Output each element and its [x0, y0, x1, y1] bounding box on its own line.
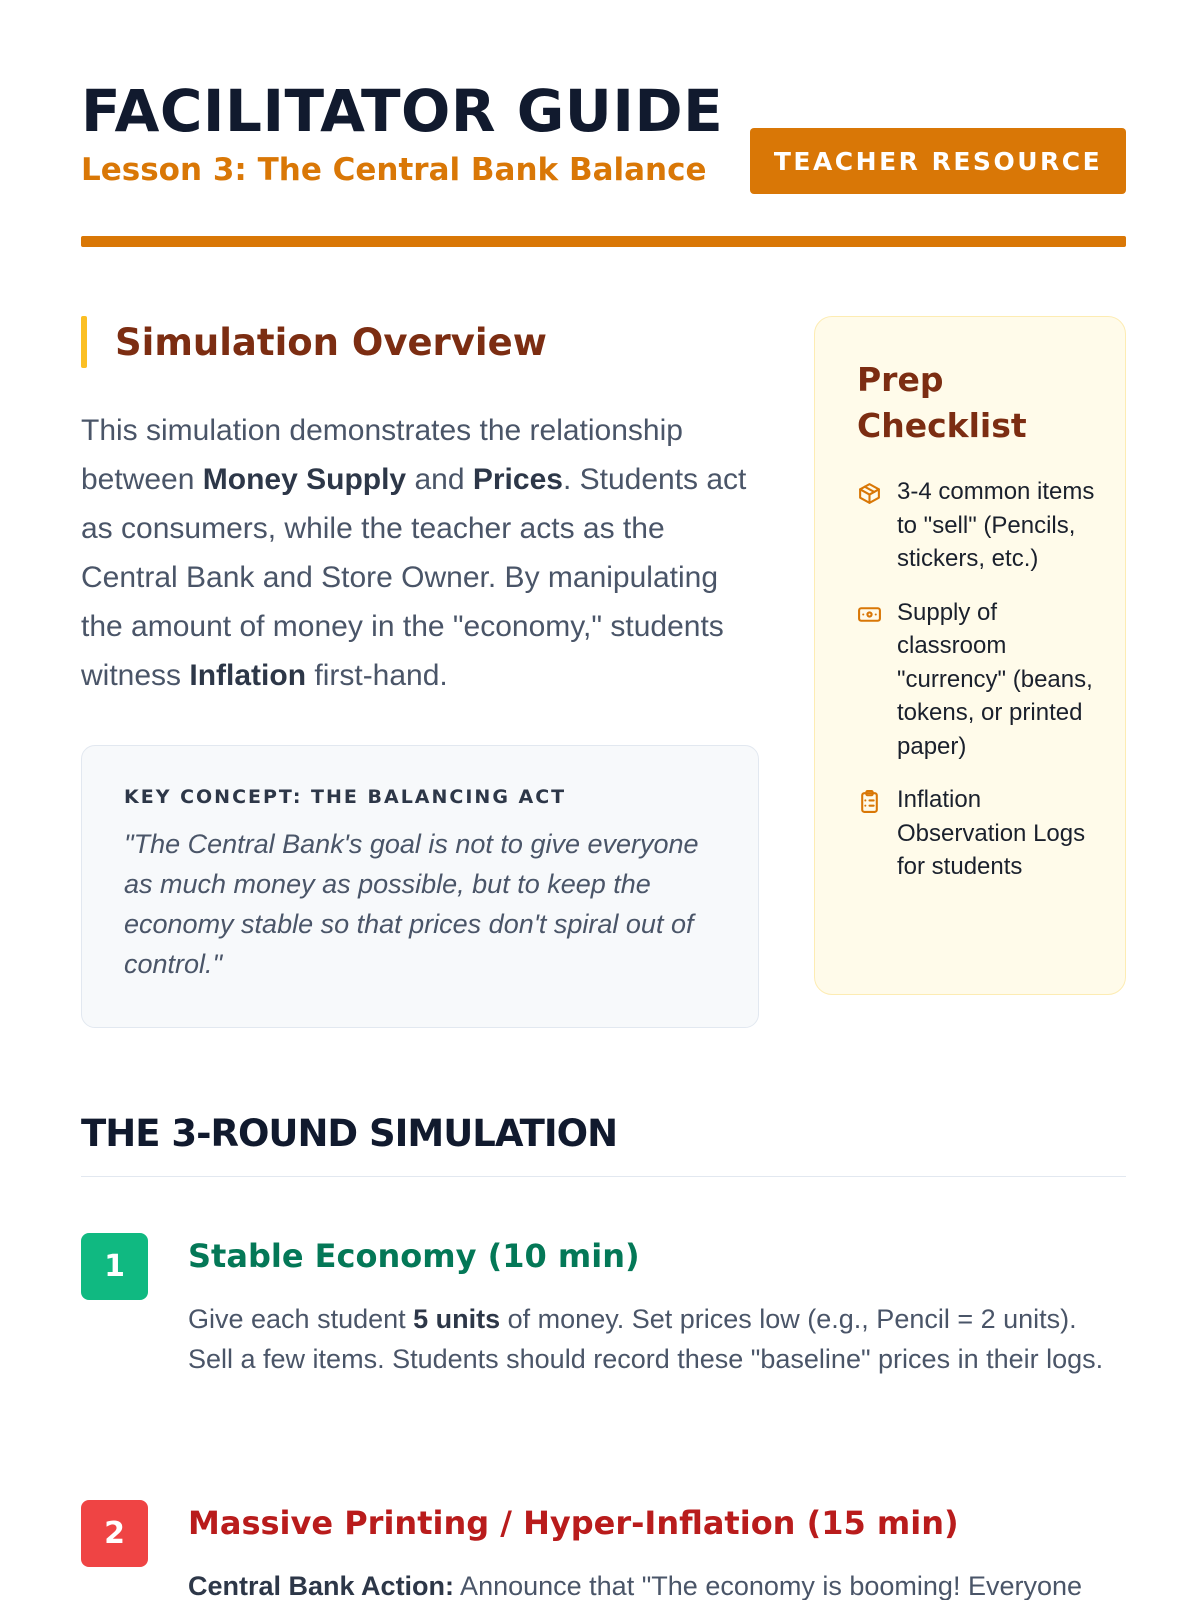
facilitator-guide-page	[81, 0, 1126, 1600]
page-title: FACILITATOR GUIDE	[81, 77, 724, 145]
checklist-item	[857, 783, 1105, 884]
overview-text-4: first-hand.	[306, 659, 448, 692]
overview-heading: Simulation Overview	[81, 316, 758, 368]
overview-text-1: This simulation demonstrates the relationship between	[81, 414, 683, 496]
round-number-badge: 1	[81, 1233, 148, 1300]
overview-body	[81, 406, 758, 700]
banknote-icon	[857, 596, 897, 627]
teacher-resource-badge: TEACHER RESOURCE	[750, 128, 1126, 194]
round-1-text-2: of money. Set prices low (e.g., Pencil = 2 units). Sell a few items. Students should record these "baseline" prices in their logs.	[188, 1304, 1104, 1374]
round-1-text-1: Give each student	[188, 1304, 414, 1334]
key-concept-quote: "The Central Bank's goal is not to give everyone as much money as possible, but to keep the economy stable so that prices don't spiral out of control."	[124, 829, 699, 979]
key-concept-box	[81, 745, 759, 1028]
overview-text-3: . Students act as consumers, while the teacher acts as the Central Bank and Store Owner. By manipulating the amount of money in the "economy," students witness	[81, 463, 747, 692]
header-divider	[81, 236, 1126, 247]
round-description	[188, 1299, 1128, 1379]
checklist-item-text: 3-4 common items to "sell" (Pencils, stickers, etc.)	[897, 478, 1095, 572]
round-number-badge: 2	[81, 1500, 148, 1567]
checklist-item	[857, 596, 1105, 764]
clipboard-list-icon	[857, 783, 897, 814]
overview-bold-prices: Prices	[472, 463, 563, 496]
key-concept-label: KEY CONCEPT: THE BALANCING ACT	[124, 786, 567, 808]
round-2-text-1: Announce that "The economy is booming! Everyone	[454, 1571, 1083, 1600]
overview-bold-inflation: Inflation	[189, 659, 307, 692]
round-title: Massive Printing / Hyper-Inflation (15 min)	[188, 1504, 959, 1542]
checklist-list	[857, 475, 1105, 884]
header	[81, 0, 1126, 248]
round-2-bold-central-bank-action: Central Bank Action:	[188, 1571, 455, 1600]
simulation-overview	[81, 316, 758, 700]
checklist-title: Prep Checklist	[857, 360, 1027, 445]
package-icon	[857, 475, 897, 506]
rounds-heading: THE 3-ROUND SIMULATION	[81, 1112, 618, 1155]
checklist-item-text: Supply of classroom "currency" (beans, tokens, or printed paper)	[897, 598, 1093, 760]
checklist-item	[857, 475, 1105, 576]
round-1-bold-units: 5 units	[413, 1304, 501, 1334]
rounds-divider	[81, 1176, 1126, 1177]
round-title: Stable Economy (10 min)	[188, 1237, 640, 1275]
overview-bold-money-supply: Money Supply	[202, 463, 407, 496]
overview-text-2: and	[406, 463, 473, 496]
checklist-item-text: Inflation Observation Logs for students	[897, 786, 1086, 880]
prep-checklist	[814, 316, 1126, 995]
lesson-subtitle: Lesson 3: The Central Bank Balance	[81, 152, 707, 188]
round-description	[188, 1566, 1128, 1600]
